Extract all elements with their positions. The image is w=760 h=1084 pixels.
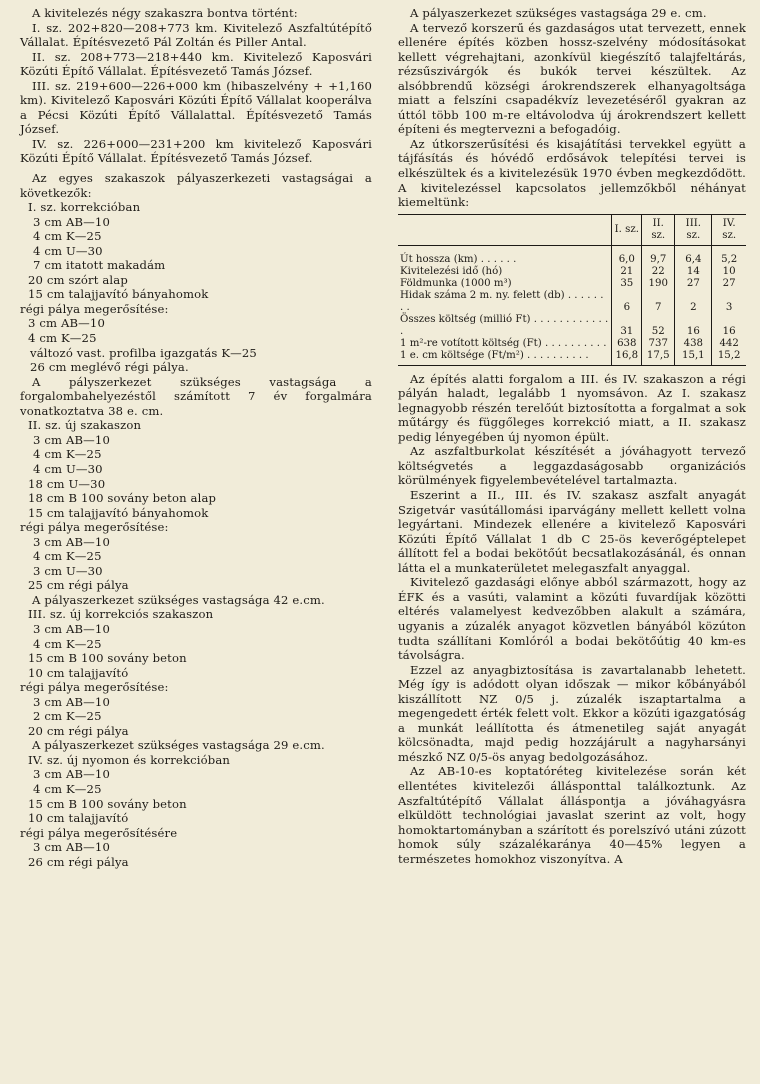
planning-paragraph: Az útkorszerűsítési és kisajátítási tervekkel együtt a tájfásítás és hóvédő erdősávok telepítési tervei is elkészültek és a kivitelezésük 1970 évben megkezdődött. A kivitelezéssel kapcsolatos jellemzőkből néhányat kiemeltünk: xyxy=(398,136,746,210)
table-cell: 737 xyxy=(642,338,675,350)
list-item: 15 cm talajjavító bányahomok xyxy=(28,287,209,302)
layer-list-2 xyxy=(20,418,372,593)
table-cell: 35 xyxy=(612,278,642,290)
list-item: 4 cm K—25 xyxy=(33,447,102,462)
list-item: régi pálya megerősítése: xyxy=(20,520,169,535)
table-row xyxy=(398,245,746,266)
list-item: IV. sz. új nyomon és korrekcióban xyxy=(28,752,230,767)
list-item: 4 cm K—25 xyxy=(28,331,97,346)
list-item: 3 cm AB—10 xyxy=(33,621,110,636)
table-cell: 6 xyxy=(612,290,642,314)
table-cell: 6,4 xyxy=(675,245,712,266)
table-cell: 22 xyxy=(642,266,675,278)
table-cell: 52 xyxy=(642,314,675,338)
asphalt-paragraph: Az aszfaltburkolat készítését a jóváhagyott tervező költségvetés a leggazdaságosabb organizációs körülmények figyelembevételével tartalmazta. xyxy=(398,444,746,488)
list-item: 3 cm AB—10 xyxy=(33,432,110,447)
table-cell: 27 xyxy=(712,278,746,290)
designer-paragraph: A tervező korszerű és gazdaságos utat tervezett, ennek ellenére építés közben hossz-szelvény módosításokat kellett végrehajtani, azonkívül kiegészítő talajfeltárás, rézsűszivárgók és bukók tervei készültek. Az alsóbbrendű községi árokrendszerek elhanyagoltsága miatt a felszíni csapadékvíz levezetéséről gyakran az úttól több 100 m-re eltávolodva új árokrendszert kellett építeni és megtervezni a befogadóig. xyxy=(398,20,746,137)
required-thickness-29b: A pályaszerkezet szükséges vastagsága 29 e. cm. xyxy=(410,6,707,20)
table-cell: 15,1 xyxy=(675,350,712,366)
list-item: 4 cm K—25 xyxy=(33,229,102,244)
table-cell: 1 e. cm költsége (Ft/m²) . . . . . . . . . . xyxy=(400,349,589,361)
list-item: 3 cm U—30 xyxy=(33,563,103,578)
table-cell: 2 xyxy=(675,290,712,314)
production-paragraph: Eszerint a II., III. és IV. szakasz aszfalt anyagát Szigetvár vasútállomási iparvágány mellett kellett volna legyártani. Mindezek ellenére a kivitelező Kaposvári Közúti Építő Vállalat 1 db C 25-ös keverőgéptelepet állított fel a bodai bekötőút becsatlakozásánál, és onnan látta el a munkaterületet melegaszfalt anyaggal. xyxy=(398,488,746,575)
table-row xyxy=(398,266,746,278)
list-item: 3 cm AB—10 xyxy=(33,694,110,709)
list-item: 4 cm U—30 xyxy=(33,243,103,258)
table-row xyxy=(398,314,746,338)
table-header-cell: I. sz. xyxy=(612,214,642,245)
table-header-cell xyxy=(398,214,612,245)
list-item: 20 cm szórt alap xyxy=(28,272,128,287)
table-cell: 9,7 xyxy=(642,245,675,266)
table-row xyxy=(398,350,746,366)
list-item: 3 cm AB—10 xyxy=(33,840,110,855)
table-cell: Út hossza (km) . . . . . . xyxy=(400,253,517,265)
list-item: régi pálya megerősítésére xyxy=(20,825,178,840)
section-1-text: I. sz. 202+820—208+773 km. Kivitelező Aszfaltútépítő Vállalat. Építésvezető Pál Zoltán és Piller Antal. xyxy=(20,20,372,50)
table-cell: 638 xyxy=(612,338,642,350)
list-item: 18 cm U—30 xyxy=(28,476,106,491)
table-cell: Földmunka (1000 m³) xyxy=(400,277,512,289)
required-thickness-42: A pályaszerkezet szükséges vastagsága 42 e.cm. xyxy=(32,592,325,607)
list-item: 3 cm AB—10 xyxy=(33,214,110,229)
list-item: III. sz. új korrekciós szakaszon xyxy=(28,607,214,622)
section-2-text: II. sz. 208+773—218+440 km. Kivitelező Kaposvári Közúti Építő Vállalat. Építésvezető Tamás József. xyxy=(20,49,372,79)
list-item: régi pálya megerősítése: xyxy=(20,301,169,316)
list-item: 7 cm itatott makadám xyxy=(33,258,166,273)
list-item: 4 cm K—25 xyxy=(33,636,102,651)
table-cell: 15,2 xyxy=(712,350,746,366)
table-row xyxy=(398,278,746,290)
table-cell: 27 xyxy=(675,278,712,290)
table-cell: 1 m²-re votított költség (Ft) . . . . . . . . . . xyxy=(400,337,607,349)
list-item: 20 cm régi pálya xyxy=(28,723,129,738)
traffic-thickness-text: A pályszerkezet szükséges vastagsága a forgalombahelyezéstől számított 7 év forgalmára vonatkoztatva 38 e. cm. xyxy=(20,374,372,418)
table-cell: 21 xyxy=(612,266,642,278)
list-item: 4 cm U—30 xyxy=(33,461,103,476)
list-item: II. sz. új szakaszon xyxy=(28,418,142,433)
section-3-text: III. sz. 219+600—226+000 km (hibaszelvény + +1,160 km). Kivitelező Kaposvári Közúti Építő Vállalat kooperálva a Pécsi Közúti Építő Vállalattal. Építésvezető Tamás József. xyxy=(20,78,372,137)
table-cell: 17,5 xyxy=(642,350,675,366)
list-item: 4 cm K—25 xyxy=(33,781,102,796)
list-item: változó vast. profilba igazgatás K—25 xyxy=(30,345,257,360)
list-item: 15 cm talajjavító bányahomok xyxy=(28,505,209,520)
layer-list-4 xyxy=(20,753,372,869)
table-header-cell: III. sz. xyxy=(675,214,712,245)
table-header-row xyxy=(398,214,746,245)
table-cell: 10 xyxy=(712,266,746,278)
list-item: 25 cm régi pálya xyxy=(28,578,129,593)
supply-paragraph: Ezzel az anyagbiztosítása is zavartalanabb lehetett. Még így is adódott olyan időszak — mikor kőbányából kiszállított NZ 0/5 j. zúzalék iszaptartalma a megengedett érték felett volt. Ekkor a közúti igazgatóság a munkát leállította és átmenetileg saját anyagát kölcsönadta, majd pedig hozzájárult a nagyharsányi mészkő NZ 0/5-ös anyag bedolgozásához. xyxy=(398,662,746,764)
list-item: I. sz. korrekcióban xyxy=(28,200,141,215)
advantage-paragraph: Kivitelező gazdasági előnye abból származott, hogy az ÉFK és a vasúti, valamint a közúti fuvardíjak közötti eltérés valamelyest kedvezőbben alakult a számára, ugyanis a zúzalék anyagot közvetlen bányából közúton tudta szállítani Komlóról a bodai bekötőútig 40 km-es távolságra. xyxy=(398,575,746,663)
list-item: 18 cm B 100 sovány beton alap xyxy=(28,491,217,506)
thickness-intro: Az egyes szakaszok pályaszerkezeti vastagságai a következők: xyxy=(20,171,372,200)
intro-text: A kivitelezés négy szakaszra bontva történt: xyxy=(32,6,298,20)
table-cell: 190 xyxy=(642,278,675,290)
section-4-text: IV. sz. 226+000—231+200 km kivitelező Kaposvári Közúti Építő Vállalat. Építésvezető Tamás József. xyxy=(20,136,372,166)
layer-list-3 xyxy=(20,607,372,738)
table-header-cell: II. sz. xyxy=(642,214,675,245)
list-item: 10 cm talajjavító xyxy=(28,811,129,826)
table-cell: 16,8 xyxy=(612,350,642,366)
table-cell: 5,2 xyxy=(712,245,746,266)
list-item: 4 cm K—25 xyxy=(33,549,102,564)
required-thickness-29a: A pályaszerkezet szükséges vastagsága 29 e.cm. xyxy=(32,738,325,753)
table-cell: 16 xyxy=(712,314,746,338)
table-cell: 7 xyxy=(642,290,675,314)
list-item: 15 cm B 100 sovány beton xyxy=(28,796,187,811)
right-column xyxy=(398,6,746,866)
list-item: 3 cm AB—10 xyxy=(28,316,105,331)
list-item: 26 cm meglévő régi pálya. xyxy=(30,360,189,375)
table-header-cell: IV. sz. xyxy=(712,214,746,245)
wearing-course-paragraph: Az AB-10-es koptatóréteg kivitelezése során két ellentétes kivitelezői állásponttal találkoztunk. Az Aszfaltútépítő Vállalat álláspontja a jóváhagyásra elküldött technológiai javaslat szerint az volt, hogy homoktartományban a szárított és porelszívó utáni zúzott homok súly százalékaránya 40—45% legyen a természetes homokhoz viszonyítva. A xyxy=(398,764,746,866)
list-item: 15 cm B 100 sovány beton xyxy=(28,651,187,666)
list-item: 3 cm AB—10 xyxy=(33,534,110,549)
table-row xyxy=(398,338,746,350)
table-cell: Hidak száma 2 m. ny. felett (db) . . . . . . . . xyxy=(400,289,604,313)
table-cell: 6,0 xyxy=(612,245,642,266)
layer-list-1 xyxy=(20,200,372,375)
list-item: 10 cm talajjavító xyxy=(28,665,129,680)
table-cell: 31 xyxy=(612,314,642,338)
traffic-paragraph: Az építés alatti forgalom a III. és IV. szakaszon a régi pályán haladt, legalább 1 nyomsávon. Az I. szakasz legnagyobb részén terelőút biztosította a forgalmat a sok műtárgy és függőleges korrekció miatt, a II. szakasz pedig lényegében új nyomon épült. xyxy=(398,371,746,444)
table-row xyxy=(398,290,746,314)
left-column xyxy=(20,6,372,869)
table-cell: Kivitelezési idő (hó) xyxy=(400,265,503,277)
table-cell: 442 xyxy=(712,338,746,350)
table-cell: Összes költség (millió Ft) . . . . . . . . . . . . . xyxy=(400,313,609,337)
list-item: 3 cm AB—10 xyxy=(33,767,110,782)
list-item: 2 cm K—25 xyxy=(33,709,102,724)
table-cell: 16 xyxy=(675,314,712,338)
list-item: régi pálya megerősítése: xyxy=(20,680,169,695)
table-cell: 3 xyxy=(712,290,746,314)
table-cell: 438 xyxy=(675,338,712,350)
list-item: 26 cm régi pálya xyxy=(28,854,129,869)
characteristics-table xyxy=(398,214,746,366)
table-cell: 14 xyxy=(675,266,712,278)
